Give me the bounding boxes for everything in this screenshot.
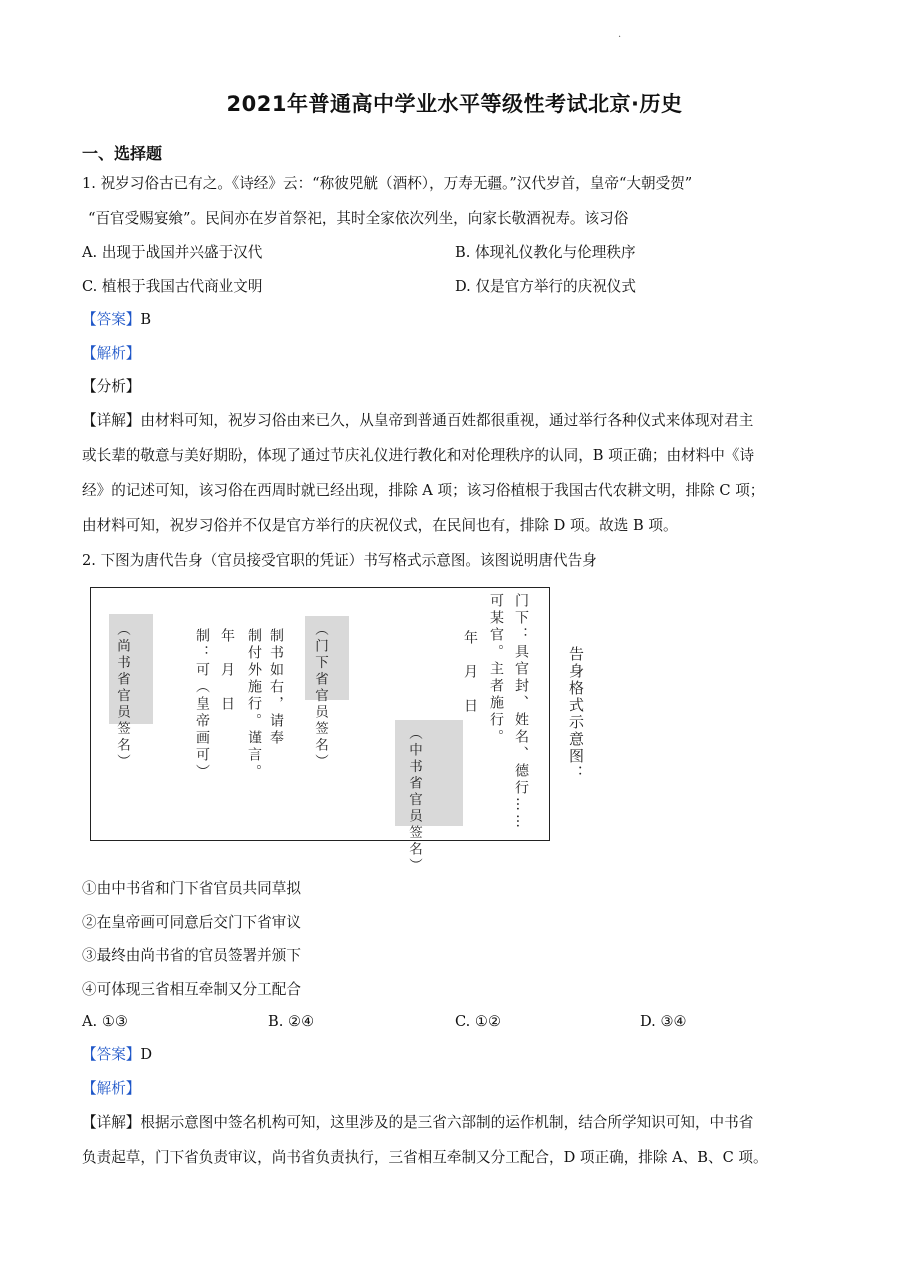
- q2-item-3: ③最终由尚书省的官员签署并颁下: [82, 947, 301, 964]
- q1-answer-value: B: [140, 311, 152, 328]
- q1-detail-text1: 由材料可知，祝岁习俗由来已久，从皇帝到普通百姓都很重视，通过举行各种仪式来体现对君主: [140, 412, 754, 429]
- q1-detail-line1: [82, 411, 753, 431]
- q1-option-d[interactable]: D. 仅是官方举行的庆祝仪式: [455, 278, 636, 295]
- q2-jiexi-tag: 【解析】: [82, 1080, 141, 1097]
- top-mark: ·: [618, 32, 622, 43]
- section-heading: 一、选择题: [82, 144, 163, 163]
- q2-answer-tag: 【答案】: [82, 1046, 141, 1063]
- q1-option-c[interactable]: C. 植根于我国古代商业文明: [82, 278, 263, 295]
- q1-detail-line2: 或长辈的敬意与美好期盼，体现了通过节庆礼仪进行教化和对伦理秩序的认同，B 项正确；由材料中《诗: [82, 447, 755, 464]
- q2-answer-value: D: [140, 1046, 153, 1063]
- q2-detail-line2: 负责起草，门下省负责审议，尚书省负责执行，三省相互牵制又分工配合，D 项正确，排除 A、B、C 项。: [82, 1149, 768, 1166]
- q2-detail-tag: 【详解】: [82, 1114, 141, 1131]
- q1-stem-line1: 1. 祝岁习俗古已有之。《诗经》云：“称彼兕觥（酒杯），万寿无疆。”汉代岁首，皇帝“大朝受贺”: [82, 175, 693, 192]
- q1-detail-line4: 由材料可知，祝岁习俗并不仅是官方举行的庆祝仪式，在民间也有，排除 D 项。故选 B 项。: [82, 517, 678, 534]
- q1-option-a[interactable]: A. 出现于战国并兴盛于汉代: [82, 244, 263, 261]
- col-zhike: 制：可（皇帝画可）: [194, 628, 210, 781]
- q1-detail-line3: 经》的记述可知，该习俗在西周时就已经出现，排除 A 项；该习俗植根于我国古代农耕文明，排除 C 项；: [82, 482, 765, 499]
- col-zhishu-1: 制书如右，请奉: [268, 628, 284, 747]
- col-menxia-2: 可某官。主者施行。: [488, 593, 504, 746]
- q2-option-c[interactable]: C. ①②: [455, 1013, 502, 1030]
- col-menxia-1: 门下：具官封、姓名、德行……: [513, 593, 529, 831]
- col-date-2: 年 月 日: [219, 628, 235, 713]
- q1-option-b[interactable]: B. 体现礼仪教化与伦理秩序: [455, 244, 636, 261]
- q1-detail-tag: 【详解】: [82, 412, 141, 429]
- q1-fenxi-tag: 【分析】: [82, 378, 141, 395]
- q1-answer-row: [82, 310, 151, 330]
- shangshu-sign-text: （尚书省官员签名）: [114, 622, 130, 771]
- q2-detail-text1: 根据示意图中签名机构可知，这里涉及的是三省六部制的运作机制，结合所学知识可知，中书省: [140, 1114, 754, 1131]
- q1-jiexi-tag: 【解析】: [82, 345, 141, 362]
- q2-stem: 2. 下图为唐代告身（官员接受官职的凭证）书写格式示意图。该图说明唐代告身: [82, 552, 597, 569]
- page-title: 2021年普通高中学业水平等级性考试北京·历史: [226, 92, 683, 116]
- q2-item-1: ①由中书省和门下省官员共同草拟: [82, 880, 301, 897]
- col-date-1: 年 月 日: [462, 630, 478, 715]
- menxia-sign-text: （门下省官员签名）: [312, 622, 328, 771]
- q1-answer-tag: 【答案】: [82, 311, 141, 328]
- zhongshu-sign-text: （中书省官员签名）: [406, 726, 422, 875]
- q2-option-b[interactable]: B. ②④: [268, 1013, 315, 1030]
- q2-answer-row: [82, 1045, 152, 1065]
- q2-detail-line1: [82, 1113, 753, 1133]
- q2-item-4: ④可体现三省相互牵制又分工配合: [82, 981, 301, 998]
- gaoshen-diagram: [90, 587, 550, 875]
- q1-stem-line2: “百官受赐宴飨”。民间亦在岁首祭祀，其时全家依次列坐，向家长敬酒祝寿。该习俗: [88, 210, 629, 227]
- diagram-side-title: 告身格式示意图：: [567, 646, 585, 782]
- q2-item-2: ②在皇帝画可同意后交门下省审议: [82, 914, 301, 931]
- col-zhishu-2: 制付外施行。谨言。: [246, 628, 262, 781]
- q2-option-a[interactable]: A. ①③: [82, 1013, 128, 1030]
- q2-option-d[interactable]: D. ③④: [640, 1013, 687, 1030]
